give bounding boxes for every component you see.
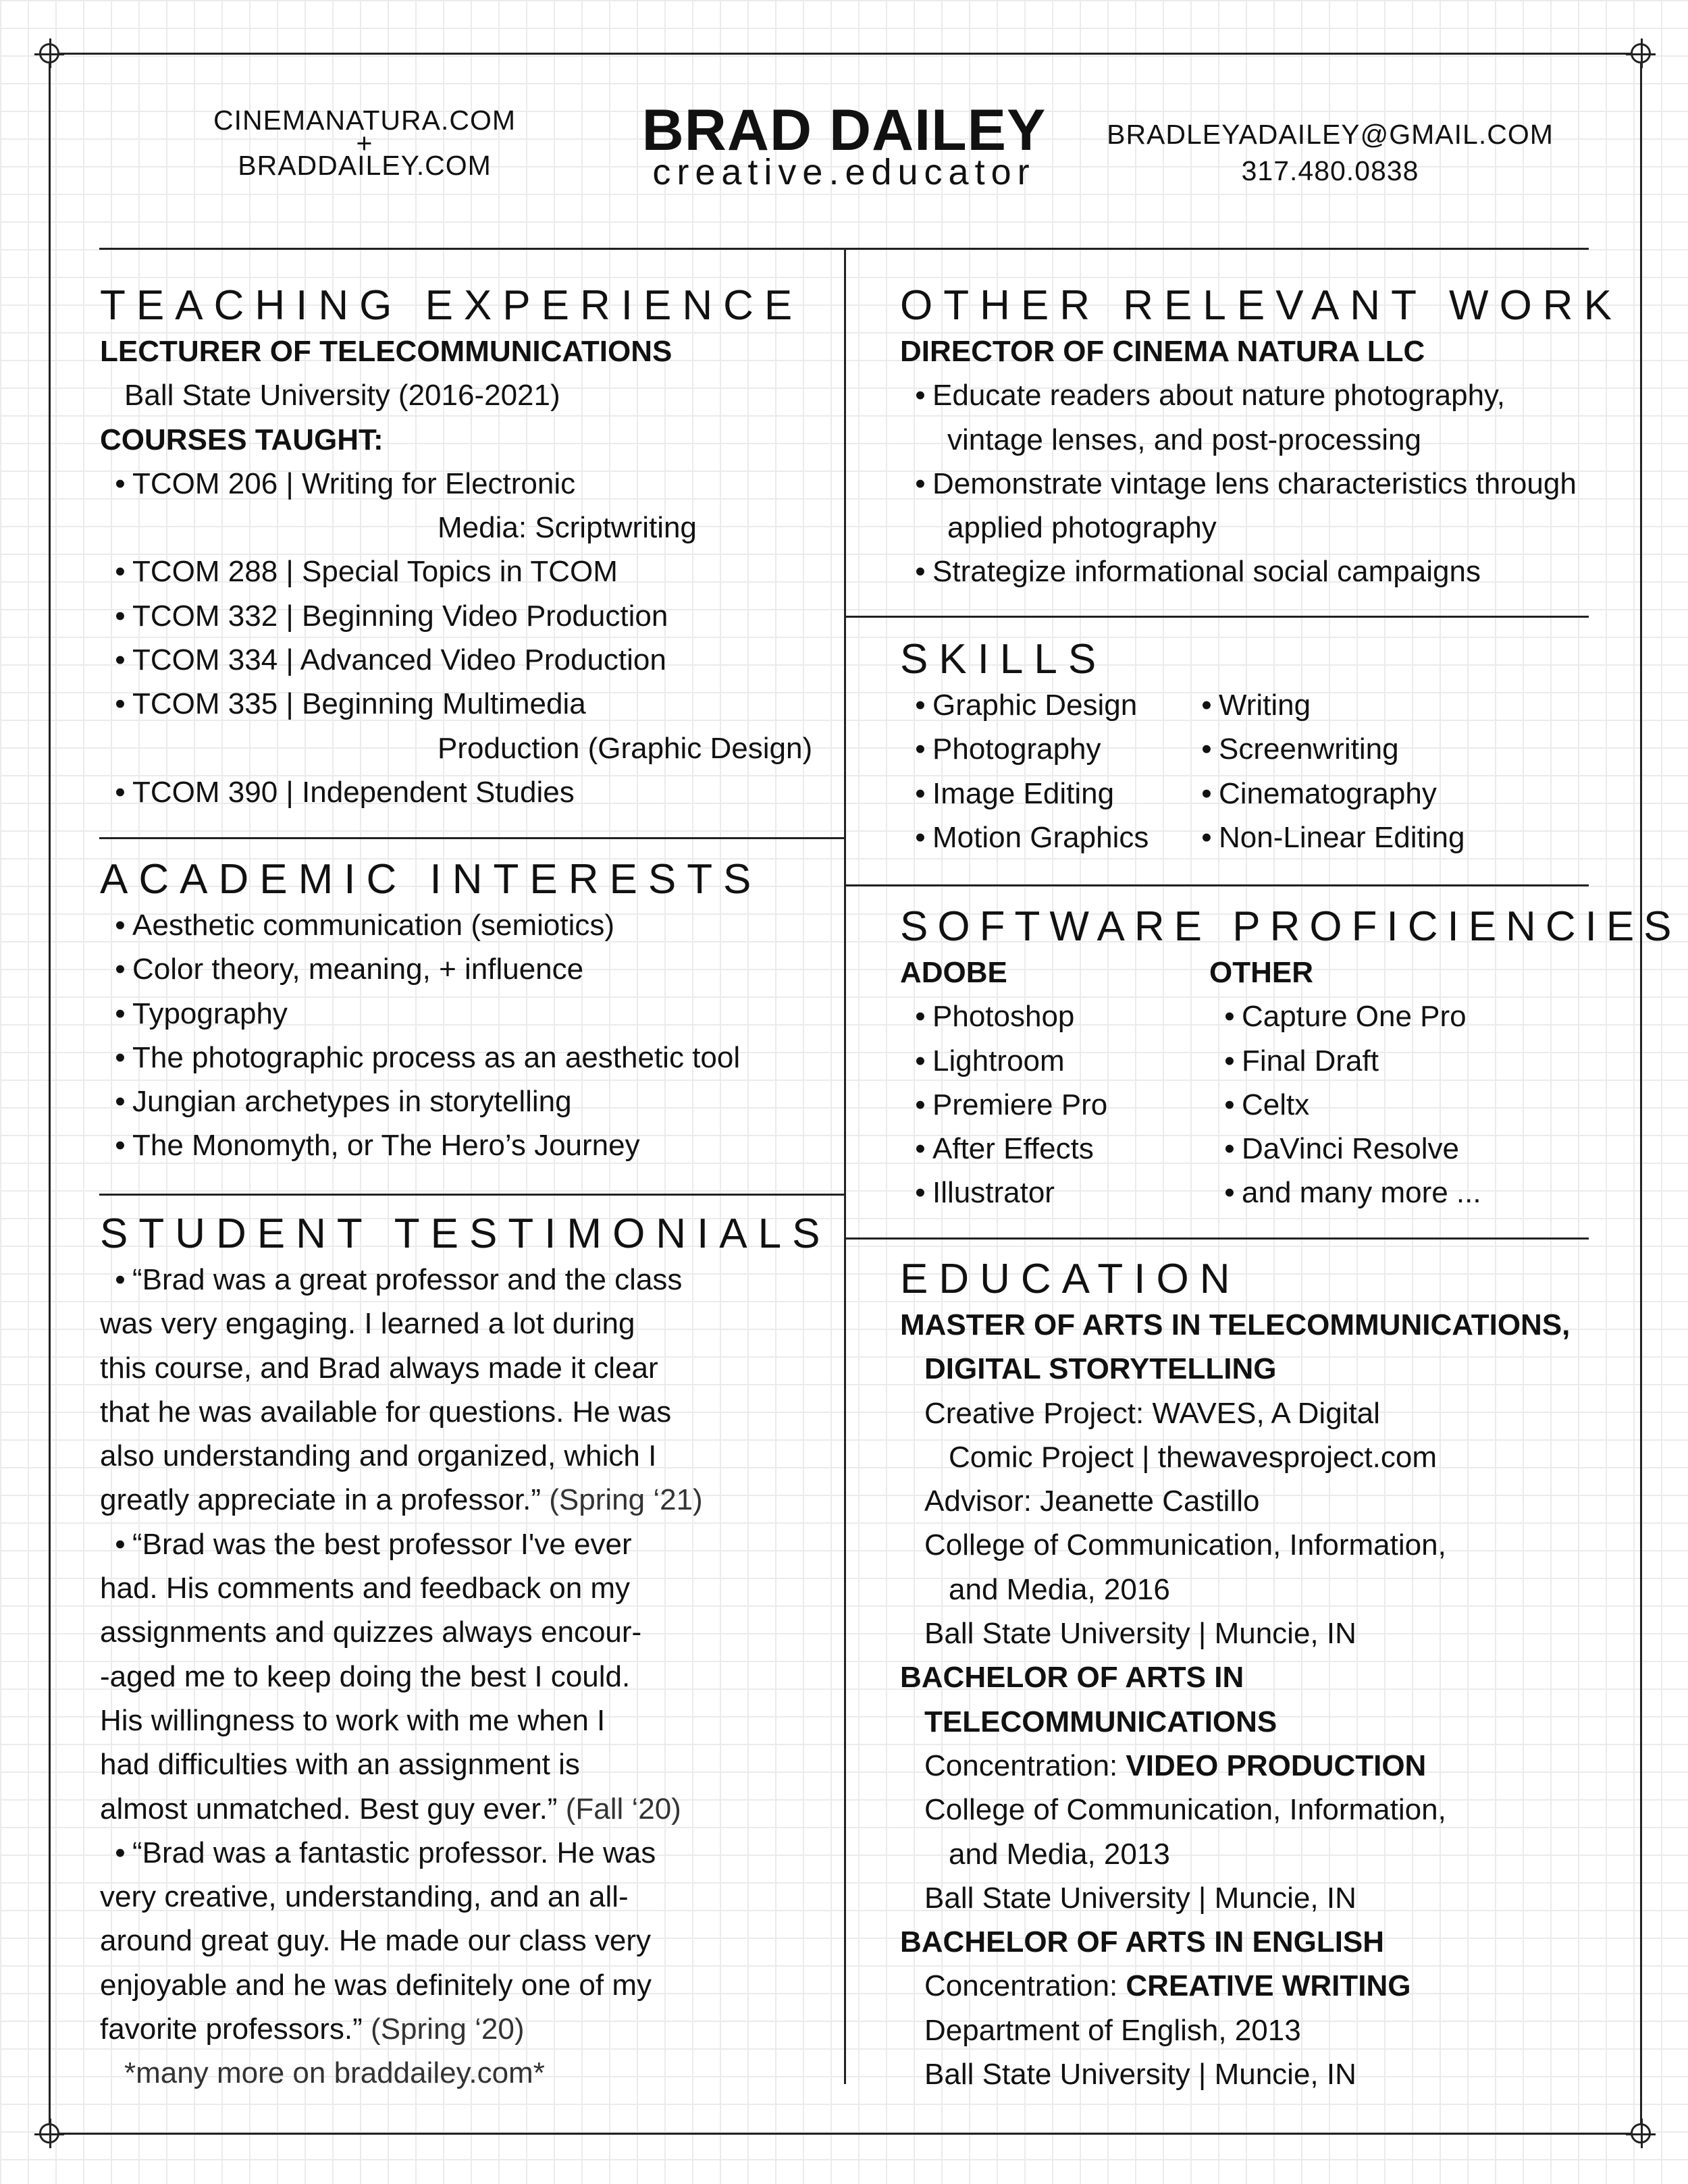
software-section [900,903,1681,1215]
corner-ornament-tr [1631,43,1651,63]
right-divider-3 [845,1237,1589,1240]
quote-line: had difficulties with an assignment is [100,1748,580,1782]
concentration-value: VIDEO PRODUCTION [1126,1749,1427,1782]
academic-section [100,856,762,1168]
tagline: creative.educator [652,152,1036,192]
ba-eng-dept: Department of English, 2013 [924,2013,1301,2047]
ba-tcom-degree-cont: TELECOMMUNICATIONS [924,1705,1277,1738]
work-item: • Demonstrate vintage lens characteristics through [900,462,1623,506]
quote-term: (Spring ‘21) [549,1483,703,1517]
adobe-label: ADOBE [900,956,1007,989]
software-columns [900,951,1681,1215]
teaching-section [100,282,812,814]
skills-section [900,636,1465,859]
section-title-software: SOFTWARE PROFICIENCIES [900,903,1681,950]
work-item-cont: vintage lenses, and post-processing [947,423,1421,456]
skills-col-1 [900,683,1186,859]
quote-line: assignments and quizzes always encour- [100,1616,642,1649]
interest-item: • The Monomyth, or The Hero’s Journey [100,1123,762,1167]
quote-line: • “Brad was the best professor I've ever [100,1522,831,1566]
education-section [900,1256,1570,2096]
course-item: • TCOM 332 | Beginning Video Production [100,594,812,638]
ma-project-cont: Comic Project | thewavesproject.com [949,1440,1438,1474]
website-cinemanatura[interactable]: CINEMANATURA.COM [213,105,517,136]
interest-item: • Color theory, meaning, + influence [100,947,762,991]
quote-line: was very engaging. I learned a lot during [100,1307,635,1341]
course-item: • TCOM 390 | Independent Studies [100,770,812,814]
ba-tcom-degree: BACHELOR OF ARTS IN [900,1661,1244,1695]
course-item: • TCOM 334 | Advanced Video Production [100,638,812,682]
quote-line: very creative, understanding, and an all- [100,1880,629,1914]
quote-line: enjoyable and he was definitely one of my [100,1968,652,2002]
quote-line: also understanding and organized, which I [100,1439,657,1473]
course-item: • TCOM 335 | Beginning Multimedia [100,682,812,726]
quote-line: • “Brad was a fantastic professor. He was [100,1831,831,1875]
skill-item: • Cinematography [1186,772,1465,816]
software-item: • Illustrator [900,1171,1209,1215]
person-name: BRAD DAILEY [641,98,1047,163]
quote-term: (Spring ‘20) [371,2013,525,2046]
ba-eng-school: Ball State University | Muncie, IN [924,2058,1356,2092]
concentration-label: Concentration: [924,1749,1118,1782]
ma-college-cont: and Media, 2016 [949,1572,1170,1606]
other-work-section [900,282,1623,594]
ba-tcom-college-cont: and Media, 2013 [949,1837,1170,1871]
ba-tcom-college: College of Communication, Information, [924,1793,1446,1827]
interest-item: • Jungian archetypes in storytelling [100,1080,762,1123]
other-work-role: DIRECTOR OF CINEMA NATURA LLC [900,335,1425,368]
skill-item: • Photography [900,727,1186,771]
software-item: • Premiere Pro [900,1083,1209,1127]
corner-ornament-tl [39,43,59,63]
section-title-testimonials: STUDENT TESTIMONIALS [100,1210,831,1257]
software-item: • Celtx [1209,1083,1481,1127]
corner-ornament-bl [39,2123,59,2143]
software-item: • Capture One Pro [1209,994,1481,1038]
quote-line: that he was available for questions. He was [100,1395,672,1429]
software-item: • Final Draft [1209,1039,1481,1083]
software-item: • DaVinci Resolve [1209,1127,1481,1171]
ma-college: College of Communication, Information, [924,1528,1446,1562]
interest-item: • Typography [100,992,762,1036]
courses-label: COURSES TAUGHT: [100,423,384,456]
right-divider-2 [845,884,1589,886]
quote-line: this course, and Brad always made it clear [100,1351,658,1385]
skill-item: • Writing [1186,683,1465,727]
section-title-education: EDUCATION [900,1256,1241,1302]
phone-number[interactable]: 317.480.0838 [1241,155,1419,186]
software-item: • Photoshop [900,994,1209,1038]
software-other-col [1209,951,1481,1215]
software-item: • and many more ... [1209,1171,1481,1215]
work-item: • Strategize informational social campaigns [900,550,1623,593]
frame-bottom [49,2133,1642,2135]
course-item-cont: Media: Scriptwriting [438,511,697,545]
skills-col-2 [1186,683,1465,859]
software-adobe-col [900,951,1209,1215]
concentration-label: Concentration: [924,1969,1118,2003]
ma-school: Ball State University | Muncie, IN [924,1617,1356,1651]
skill-item: • Motion Graphics [900,816,1186,859]
frame-left [49,53,51,2135]
concentration-value: CREATIVE WRITING [1126,1969,1411,2003]
corner-ornament-br [1631,2123,1651,2143]
left-divider-1 [99,837,845,839]
work-item: • Educate readers about nature photography, [900,373,1623,417]
skill-item: • Screenwriting [1186,727,1465,771]
interest-item: • The photographic process as an aesthetic tool [100,1036,762,1080]
quote-line [100,1478,831,1522]
section-title-academic: ACADEMIC INTERESTS [100,856,762,903]
ma-degree: MASTER OF ARTS IN TELECOMMUNICATIONS, [900,1308,1571,1341]
quote-line [100,1787,831,1831]
quote-line: around great guy. He made our class very [100,1924,652,1958]
header-websites [162,107,567,180]
quote-term: (Fall ‘20) [565,1792,681,1826]
teaching-role: LECTURER OF TELECOMMUNICATIONS [100,335,672,368]
section-title-other-work: OTHER RELEVANT WORK [900,282,1623,329]
email-link[interactable]: BRADLEYADAILEY@GMAIL.COM [1107,119,1554,150]
course-item: • TCOM 206 | Writing for Electronic [100,462,812,506]
interest-item: • Aesthetic communication (semiotics) [100,903,762,947]
work-item-cont: applied photography [947,511,1217,545]
left-divider-2 [99,1194,845,1196]
more-testimonials-note: *many more on braddailey.com* [124,2056,545,2090]
quote-line [100,2007,831,2051]
quote-line: • “Brad was a great professor and the class [100,1258,831,1302]
ba-tcom-concentration [900,1744,1570,1788]
skill-item: • Graphic Design [900,683,1186,727]
quote-line: had. His comments and feedback on my [100,1572,631,1605]
other-label: OTHER [1209,956,1313,989]
header-contact [1094,116,1566,189]
course-item: • TCOM 288 | Special Topics in TCOM [100,550,812,593]
ma-degree-cont: DIGITAL STORYTELLING [924,1352,1277,1386]
quote-text: favorite professors.” [100,2013,363,2046]
frame-top [49,53,1642,55]
ma-project: Creative Project: WAVES, A Digital [924,1396,1380,1430]
quote-line: -aged me to keep doing the best I could. [100,1659,631,1693]
skill-item: • Non-Linear Editing [1186,816,1465,859]
section-title-teaching: TEACHING EXPERIENCE [100,282,803,329]
software-item: • Lightroom [900,1039,1209,1083]
ma-advisor: Advisor: Jeanette Castillo [924,1485,1260,1518]
skill-item: • Image Editing [900,772,1186,816]
quote-text: almost unmatched. Best guy ever.” [100,1792,558,1826]
course-item-cont: Production (Graphic Design) [438,731,813,765]
teaching-institution: Ball State University (2016-2021) [124,379,560,412]
quote-line: His willingness to work with me when I [100,1703,606,1737]
software-item: • After Effects [900,1127,1209,1171]
section-title-skills: SKILLS [900,636,1107,683]
ba-eng-concentration [900,1964,1570,2008]
ba-tcom-school: Ball State University | Muncie, IN [924,1881,1356,1915]
right-divider-1 [845,616,1589,618]
quote-text: greatly appreciate in a professor.” [100,1483,542,1517]
testimonials-section [100,1210,831,2096]
skills-columns [900,683,1465,859]
ba-eng-degree: BACHELOR OF ARTS IN ENGLISH [900,1925,1385,1959]
website-braddailey[interactable]: BRADDAILEY.COM [238,150,492,181]
column-divider [844,248,846,2084]
website-plus: + [356,128,373,159]
